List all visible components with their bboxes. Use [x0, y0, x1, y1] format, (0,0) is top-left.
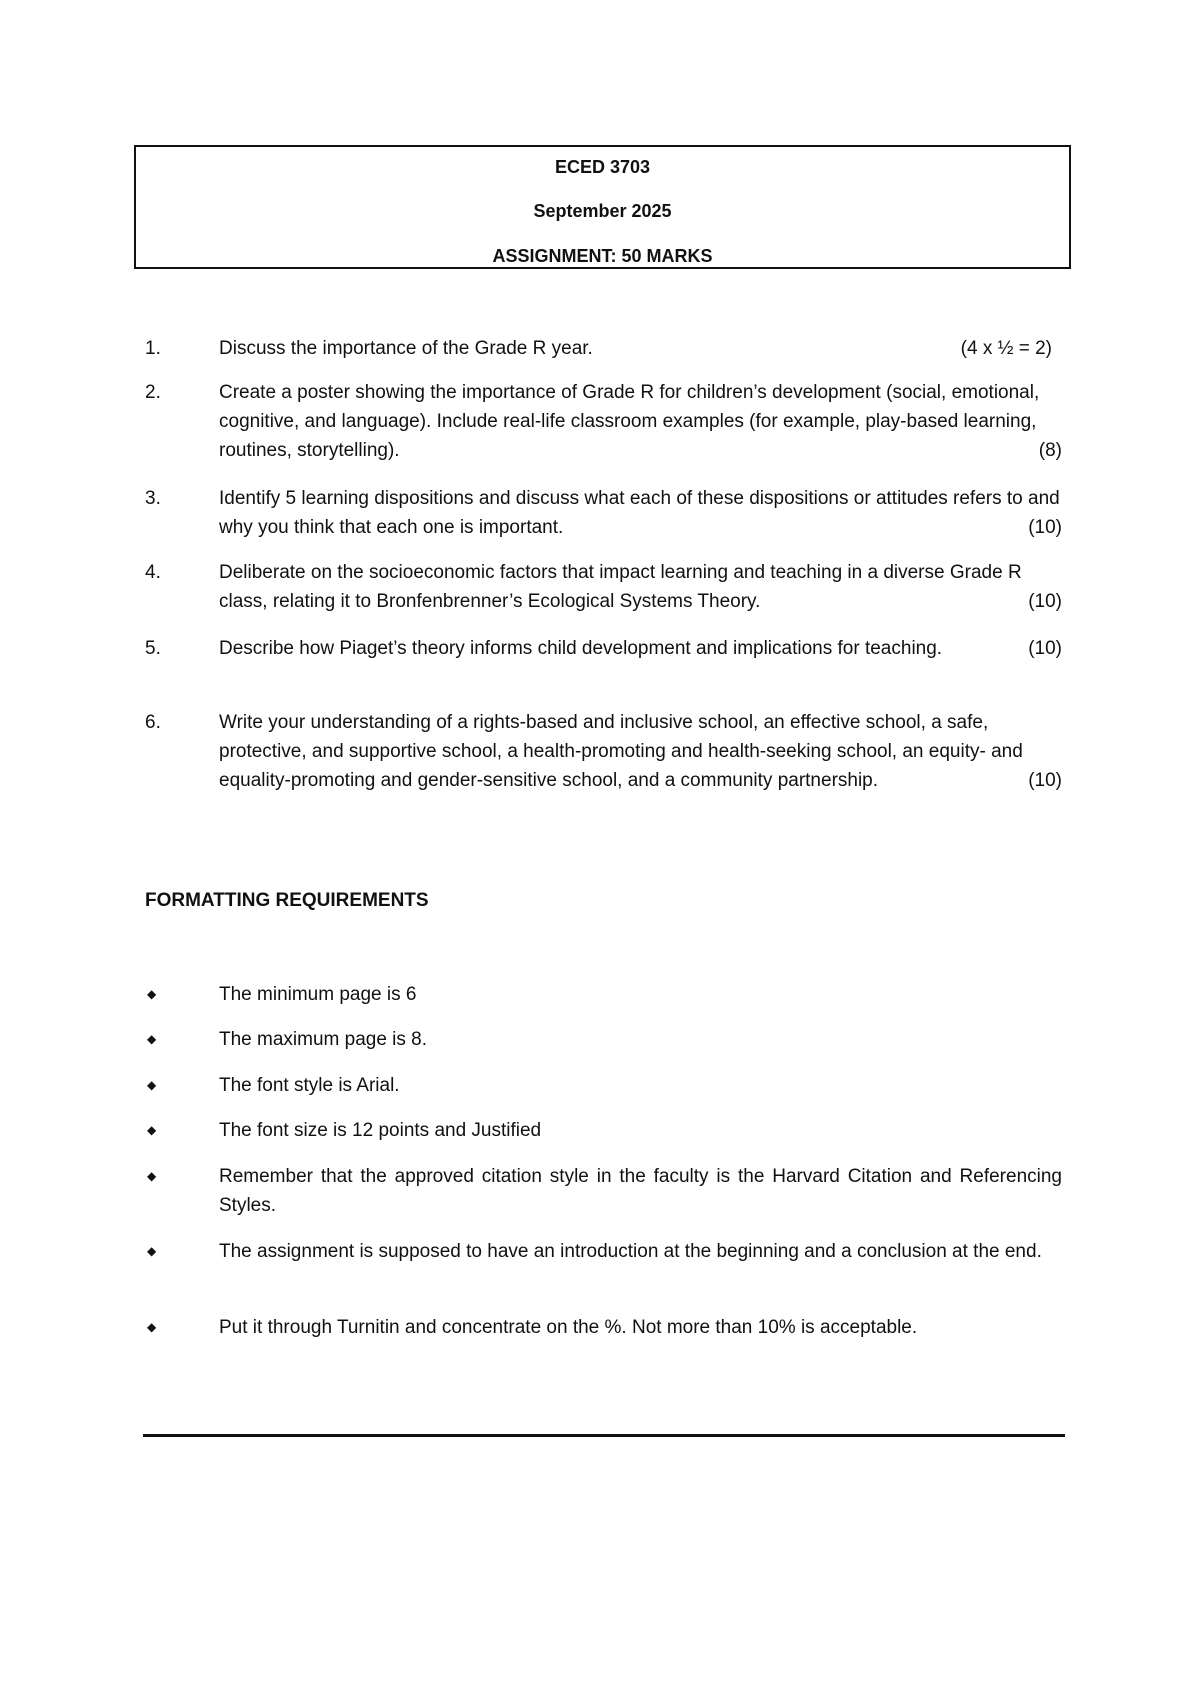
list-item-text: The font size is 12 points and Justified — [219, 1120, 542, 1141]
question-marks: (8) — [1038, 440, 1062, 461]
question-number: 1. — [145, 338, 161, 359]
question-2 — [145, 378, 1062, 465]
list-item-text: The font style is Arial. — [219, 1075, 400, 1096]
diamond-bullet-icon: ◆ — [147, 1078, 157, 1092]
diamond-bullet-icon: ◆ — [147, 1032, 157, 1046]
list-item — [145, 1162, 1062, 1220]
question-4 — [145, 558, 1062, 616]
diamond-bullet-icon: ◆ — [147, 1320, 157, 1334]
assignment-header-box — [134, 145, 1071, 269]
footer-divider — [143, 1434, 1065, 1437]
course-code: ECED 3703 — [554, 157, 651, 177]
list-item-text: Remember that the approved citation style in the faculty is the Harvard Citation and Referencing Styles. — [219, 1166, 1062, 1216]
question-number: 6. — [145, 712, 161, 733]
question-6 — [145, 708, 1062, 795]
question-text: Write your understanding of a rights-based and inclusive school, an effective school, a safe, protective, and supportive school, a health-promoting and health-seeking school, an equity- and equality-promoting and gender-sensitive school, and a community partnership. — [219, 712, 1023, 791]
question-marks: (10) — [1028, 770, 1062, 791]
list-item — [145, 1116, 1062, 1145]
question-text: Describe how Piaget’s theory informs child development and implications for teaching. — [219, 638, 943, 659]
list-item — [145, 1071, 1062, 1100]
diamond-bullet-icon: ◆ — [147, 1169, 157, 1183]
question-5 — [145, 634, 1062, 663]
formatting-heading: FORMATTING REQUIREMENTS — [145, 890, 429, 911]
question-number: 3. — [145, 488, 161, 509]
question-number: 4. — [145, 562, 161, 583]
question-text: Deliberate on the socioeconomic factors that impact learning and teaching in a diverse Grade R class, relating it to Bronfenbrenner’s Ecological Systems Theory. — [219, 562, 1022, 612]
question-1 — [145, 334, 1062, 363]
question-marks: (4 x ½ = 2) — [960, 338, 1052, 359]
question-text: Identify 5 learning dispositions and discuss what each of these dispositions or attitudes refers to and why you think that each one is important. — [219, 488, 1060, 538]
list-item-text: Put it through Turnitin and concentrate on the %. Not more than 10% is acceptable. — [219, 1317, 918, 1338]
question-text: Create a poster showing the importance of Grade R for children’s development (social, emotional, cognitive, and language). Include real-life classroom examples (for example, play-based learning, routines, storytelling). — [219, 382, 1040, 461]
question-3 — [145, 484, 1062, 542]
diamond-bullet-icon: ◆ — [147, 1123, 157, 1137]
diamond-bullet-icon: ◆ — [147, 1244, 157, 1258]
list-item — [145, 1237, 1062, 1266]
question-number: 5. — [145, 638, 161, 659]
list-item-text: The minimum page is 6 — [219, 984, 417, 1005]
assignment-date: September 2025 — [533, 201, 672, 221]
list-item-text: The assignment is supposed to have an introduction at the beginning and a conclusion at the end. — [219, 1241, 1042, 1262]
list-item-text: The maximum page is 8. — [219, 1029, 428, 1050]
list-item — [145, 1025, 1062, 1054]
question-number: 2. — [145, 382, 161, 403]
diamond-bullet-icon: ◆ — [147, 987, 157, 1001]
assignment-total-marks: ASSIGNMENT: 50 MARKS — [492, 246, 713, 266]
question-marks: (10) — [1028, 638, 1062, 659]
question-marks: (10) — [1028, 517, 1062, 538]
question-marks: (10) — [1028, 591, 1062, 612]
question-text: Discuss the importance of the Grade R year. — [219, 338, 593, 359]
list-item — [145, 1313, 1062, 1342]
list-item — [145, 980, 1062, 1009]
